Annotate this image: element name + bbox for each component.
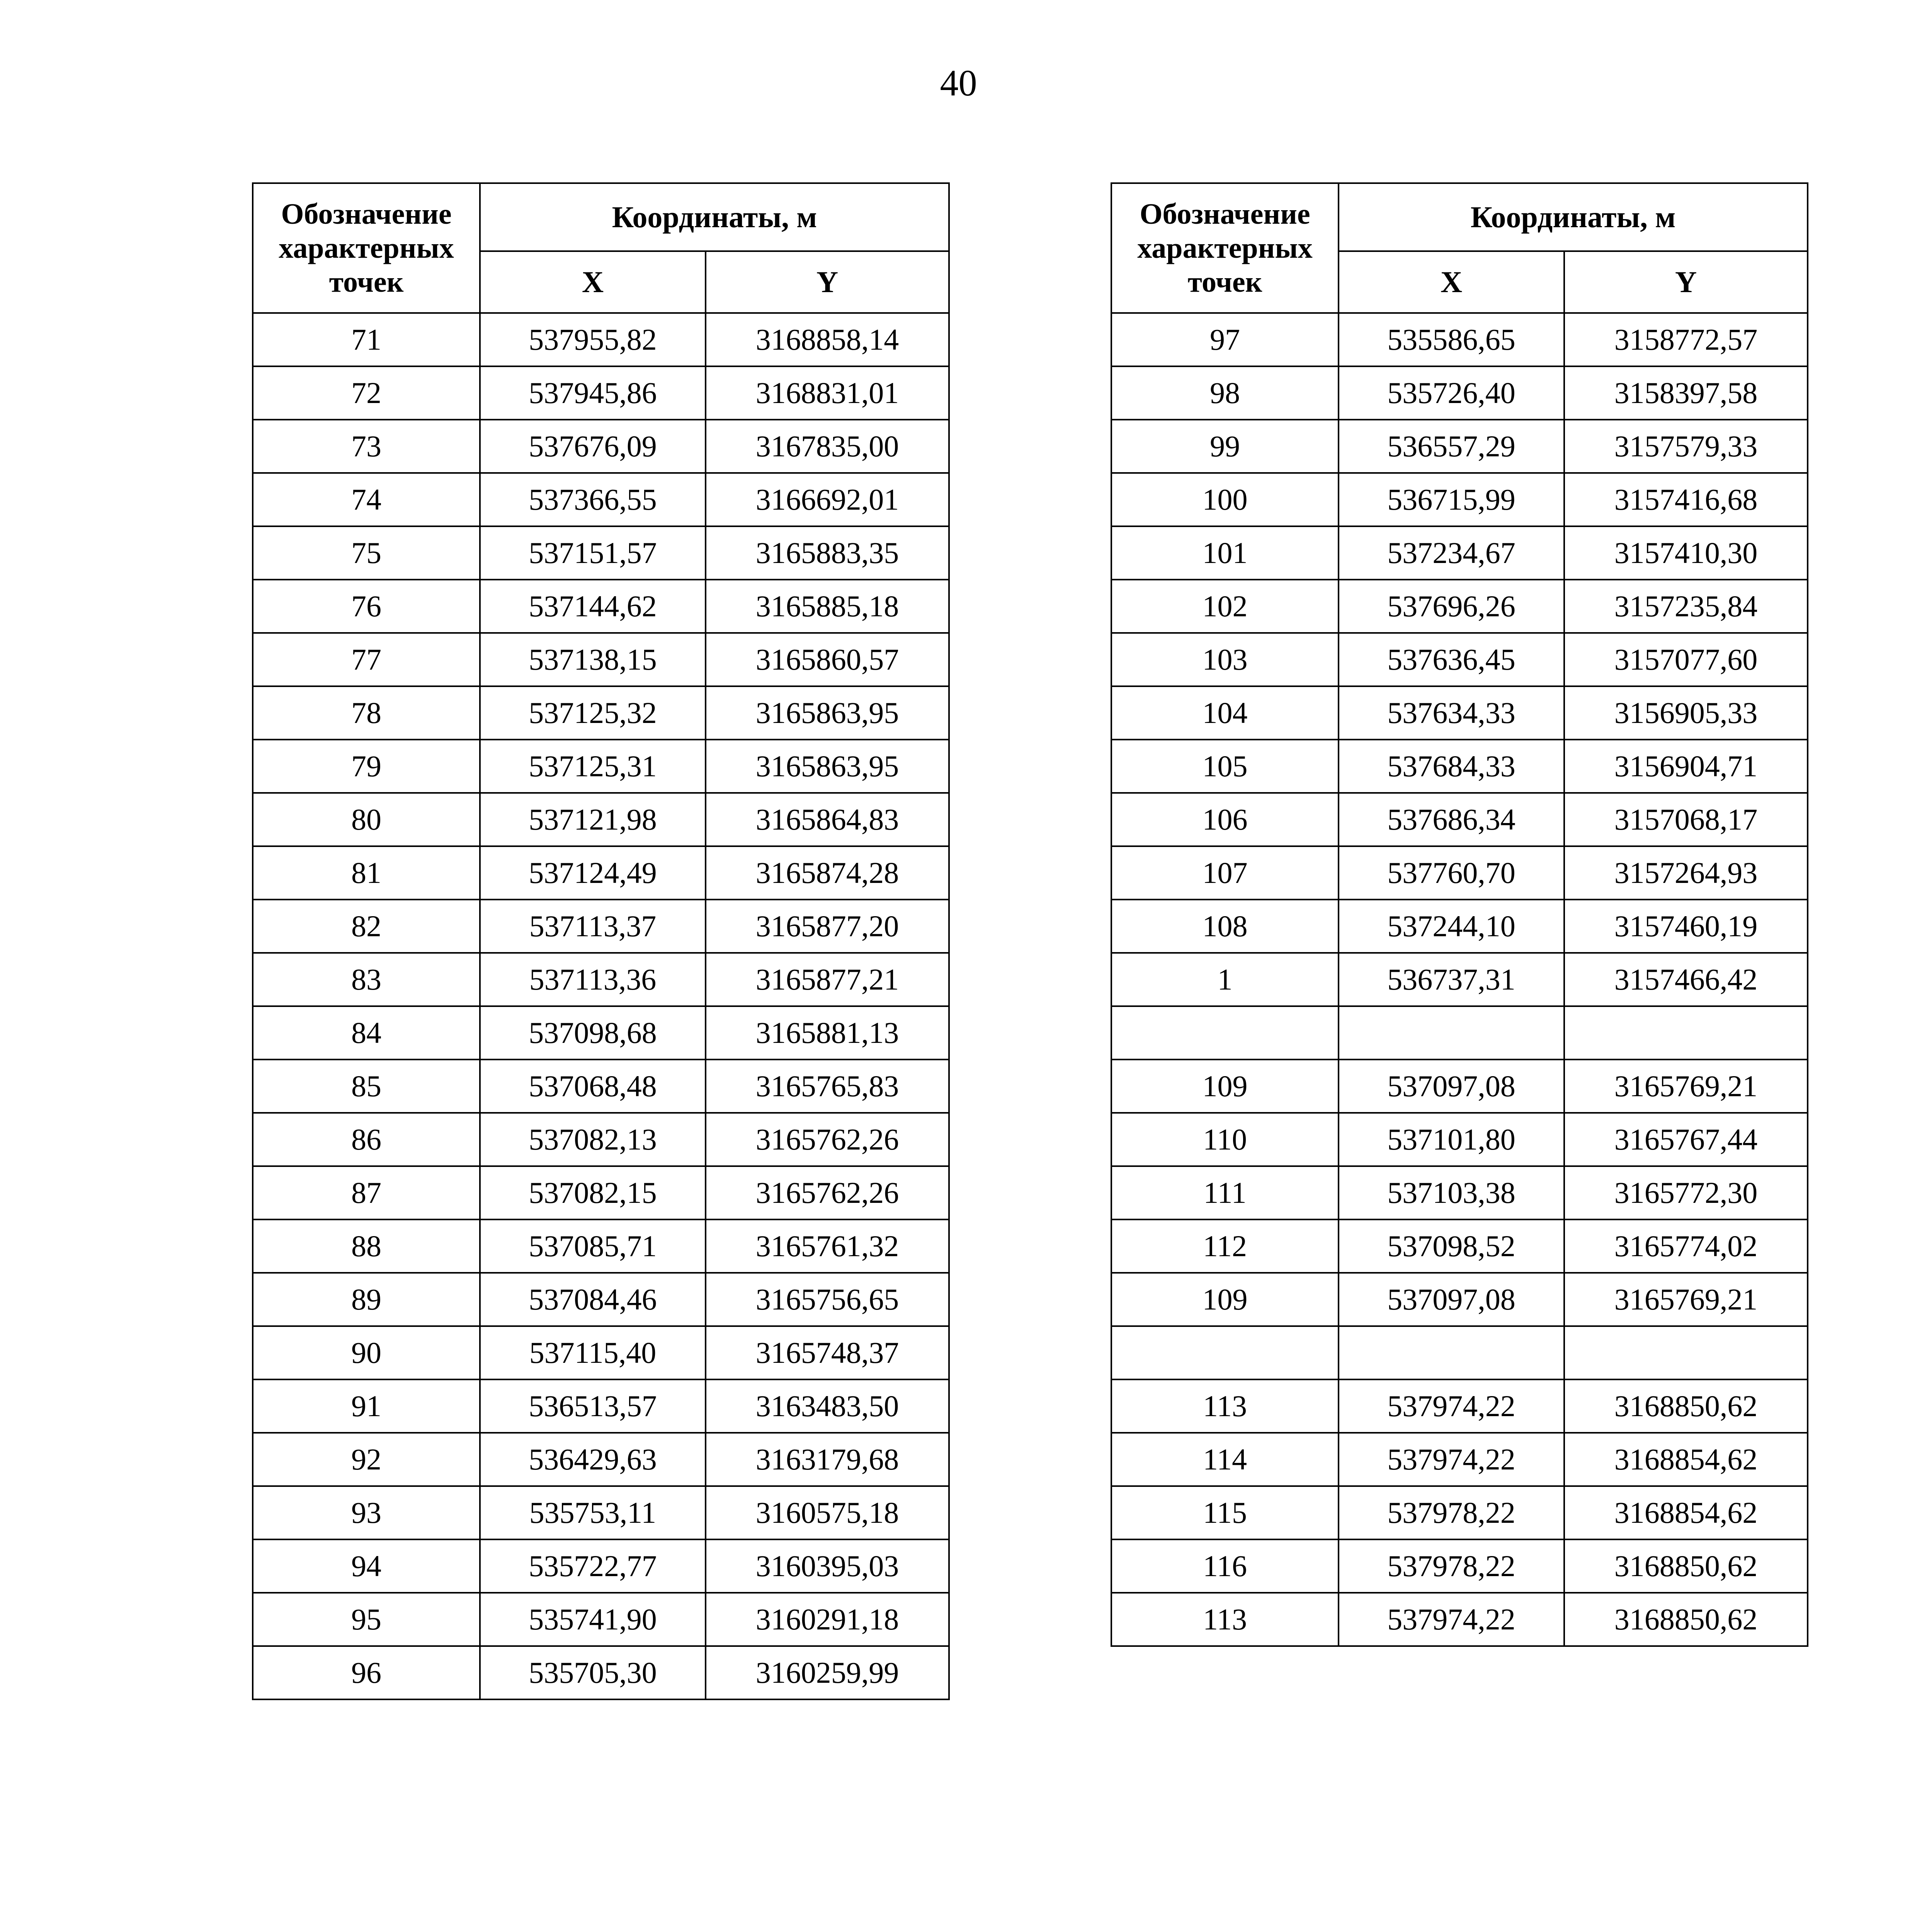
x-coordinate-cell: 535586,65 bbox=[1339, 313, 1564, 366]
y-coordinate-cell: 3165769,21 bbox=[1564, 1060, 1808, 1113]
y-coordinate-cell: 3157466,42 bbox=[1564, 953, 1808, 1006]
x-header: X bbox=[1339, 251, 1564, 313]
table-row bbox=[1111, 1539, 1808, 1593]
table-row bbox=[253, 686, 949, 740]
point-id-cell: 84 bbox=[253, 1006, 480, 1060]
y-coordinate-cell: 3157235,84 bbox=[1564, 580, 1808, 633]
x-coordinate-cell: 536513,57 bbox=[480, 1379, 706, 1433]
x-coordinate-cell: 537121,98 bbox=[480, 793, 706, 846]
point-id-cell: 114 bbox=[1111, 1433, 1339, 1486]
y-coordinate-cell bbox=[1564, 1326, 1808, 1379]
table-row bbox=[1111, 1593, 1808, 1646]
point-id-cell: 115 bbox=[1111, 1486, 1339, 1539]
table-row bbox=[253, 1486, 949, 1539]
y-coordinate-cell: 3165772,30 bbox=[1564, 1166, 1808, 1219]
point-id-cell: 111 bbox=[1111, 1166, 1339, 1219]
y-coordinate-cell: 3157416,68 bbox=[1564, 473, 1808, 526]
point-id-cell: 77 bbox=[253, 633, 480, 686]
point-id-cell: 80 bbox=[253, 793, 480, 846]
x-coordinate-cell: 537097,08 bbox=[1339, 1060, 1564, 1113]
y-coordinate-cell: 3165748,37 bbox=[706, 1326, 949, 1379]
x-coordinate-cell: 537684,33 bbox=[1339, 740, 1564, 793]
table-row bbox=[253, 1433, 949, 1486]
x-coordinate-cell: 537084,46 bbox=[480, 1273, 706, 1326]
y-coordinate-cell: 3163483,50 bbox=[706, 1379, 949, 1433]
x-coordinate-cell: 537068,48 bbox=[480, 1060, 706, 1113]
y-coordinate-cell: 3168854,62 bbox=[1564, 1486, 1808, 1539]
y-header: Y bbox=[706, 251, 949, 313]
point-id-cell: 107 bbox=[1111, 846, 1339, 900]
y-coordinate-cell: 3160259,99 bbox=[706, 1646, 949, 1699]
point-id-cell: 110 bbox=[1111, 1113, 1339, 1166]
y-coordinate-cell: 3158397,58 bbox=[1564, 366, 1808, 420]
x-coordinate-cell: 537974,22 bbox=[1339, 1379, 1564, 1433]
table-row bbox=[1111, 580, 1808, 633]
y-coordinate-cell: 3165885,18 bbox=[706, 580, 949, 633]
y-coordinate-cell: 3160291,18 bbox=[706, 1593, 949, 1646]
coordinates-table-left bbox=[252, 182, 950, 1700]
x-coordinate-cell: 535722,77 bbox=[480, 1539, 706, 1593]
table-row bbox=[253, 1326, 949, 1379]
table-row bbox=[1111, 633, 1808, 686]
table-row bbox=[1111, 1326, 1808, 1379]
table-row bbox=[1111, 1433, 1808, 1486]
x-coordinate-cell: 537113,36 bbox=[480, 953, 706, 1006]
x-coordinate-cell: 537686,34 bbox=[1339, 793, 1564, 846]
table-row bbox=[253, 580, 949, 633]
point-id-cell: 103 bbox=[1111, 633, 1339, 686]
point-id-cell: 88 bbox=[253, 1219, 480, 1273]
point-id-cell: 113 bbox=[1111, 1593, 1339, 1646]
y-coordinate-cell: 3167835,00 bbox=[706, 420, 949, 473]
table-row bbox=[253, 1646, 949, 1699]
x-coordinate-cell: 537085,71 bbox=[480, 1219, 706, 1273]
point-id-cell: 101 bbox=[1111, 526, 1339, 580]
x-coordinate-cell: 537696,26 bbox=[1339, 580, 1564, 633]
x-coordinate-cell: 537098,52 bbox=[1339, 1219, 1564, 1273]
y-coordinate-cell: 3165874,28 bbox=[706, 846, 949, 900]
table-row bbox=[1111, 473, 1808, 526]
x-coordinate-cell: 537113,37 bbox=[480, 900, 706, 953]
y-coordinate-cell: 3165774,02 bbox=[1564, 1219, 1808, 1273]
point-id-cell: 97 bbox=[1111, 313, 1339, 366]
point-id-cell: 81 bbox=[253, 846, 480, 900]
table-row bbox=[253, 1006, 949, 1060]
y-coordinate-cell: 3165762,26 bbox=[706, 1166, 949, 1219]
table-row bbox=[1111, 1060, 1808, 1113]
y-coordinate-cell: 3165877,20 bbox=[706, 900, 949, 953]
y-coordinate-cell: 3165761,32 bbox=[706, 1219, 949, 1273]
x-coordinate-cell: 535753,11 bbox=[480, 1486, 706, 1539]
point-id-cell: 86 bbox=[253, 1113, 480, 1166]
x-coordinate-cell: 537103,38 bbox=[1339, 1166, 1564, 1219]
point-id-cell: 90 bbox=[253, 1326, 480, 1379]
point-id-cell: 91 bbox=[253, 1379, 480, 1433]
table-row bbox=[253, 1379, 949, 1433]
y-coordinate-cell: 3168858,14 bbox=[706, 313, 949, 366]
x-coordinate-cell: 537974,22 bbox=[1339, 1433, 1564, 1486]
point-id-cell: 74 bbox=[253, 473, 480, 526]
table-row bbox=[1111, 420, 1808, 473]
table-row bbox=[253, 1593, 949, 1646]
point-id-cell: 96 bbox=[253, 1646, 480, 1699]
y-coordinate-cell: 3158772,57 bbox=[1564, 313, 1808, 366]
point-id-cell: 79 bbox=[253, 740, 480, 793]
point-id-cell: 71 bbox=[253, 313, 480, 366]
point-id-cell: 108 bbox=[1111, 900, 1339, 953]
table-row bbox=[253, 366, 949, 420]
point-id-cell: 82 bbox=[253, 900, 480, 953]
point-id-cell: 109 bbox=[1111, 1273, 1339, 1326]
x-coordinate-cell: 536429,63 bbox=[480, 1433, 706, 1486]
y-coordinate-cell: 3165756,65 bbox=[706, 1273, 949, 1326]
y-coordinate-cell: 3165765,83 bbox=[706, 1060, 949, 1113]
table-row bbox=[253, 793, 949, 846]
table-row bbox=[253, 420, 949, 473]
y-coordinate-cell: 3168850,62 bbox=[1564, 1593, 1808, 1646]
point-id-cell: 89 bbox=[253, 1273, 480, 1326]
point-id-cell: 109 bbox=[1111, 1060, 1339, 1113]
table-row bbox=[1111, 1273, 1808, 1326]
table-row bbox=[1111, 313, 1808, 366]
point-id-cell: 104 bbox=[1111, 686, 1339, 740]
x-coordinate-cell: 537082,15 bbox=[480, 1166, 706, 1219]
point-id-cell: 98 bbox=[1111, 366, 1339, 420]
point-id-cell bbox=[1111, 1326, 1339, 1379]
x-coordinate-cell: 537098,68 bbox=[480, 1006, 706, 1060]
table-row bbox=[253, 953, 949, 1006]
x-coordinate-cell bbox=[1339, 1326, 1564, 1379]
table-row bbox=[1111, 793, 1808, 846]
point-id-cell: 113 bbox=[1111, 1379, 1339, 1433]
x-coordinate-cell: 537115,40 bbox=[480, 1326, 706, 1379]
x-coordinate-cell: 537676,09 bbox=[480, 420, 706, 473]
point-id-cell: 85 bbox=[253, 1060, 480, 1113]
point-id-cell: 95 bbox=[253, 1593, 480, 1646]
x-coordinate-cell: 537125,32 bbox=[480, 686, 706, 740]
y-coordinate-cell: 3166692,01 bbox=[706, 473, 949, 526]
table-row bbox=[1111, 1379, 1808, 1433]
x-coordinate-cell: 537082,13 bbox=[480, 1113, 706, 1166]
page-number: 40 bbox=[940, 62, 977, 104]
y-coordinate-cell: 3168850,62 bbox=[1564, 1379, 1808, 1433]
x-coordinate-cell: 537974,22 bbox=[1339, 1593, 1564, 1646]
x-coordinate-cell: 537945,86 bbox=[480, 366, 706, 420]
y-coordinate-cell: 3165767,44 bbox=[1564, 1113, 1808, 1166]
x-coordinate-cell: 537634,33 bbox=[1339, 686, 1564, 740]
table-row bbox=[253, 313, 949, 366]
x-coordinate-cell: 537151,57 bbox=[480, 526, 706, 580]
point-id-cell: 93 bbox=[253, 1486, 480, 1539]
y-coordinate-cell: 3168831,01 bbox=[706, 366, 949, 420]
y-coordinate-cell: 3165762,26 bbox=[706, 1113, 949, 1166]
table-row bbox=[1111, 900, 1808, 953]
y-coordinate-cell: 3165883,35 bbox=[706, 526, 949, 580]
point-id-cell: 76 bbox=[253, 580, 480, 633]
x-coordinate-cell: 535741,90 bbox=[480, 1593, 706, 1646]
y-coordinate-cell: 3165881,13 bbox=[706, 1006, 949, 1060]
x-coordinate-cell: 537234,67 bbox=[1339, 526, 1564, 580]
x-coordinate-cell: 537978,22 bbox=[1339, 1486, 1564, 1539]
y-coordinate-cell: 3168854,62 bbox=[1564, 1433, 1808, 1486]
table-row bbox=[1111, 1219, 1808, 1273]
table-row bbox=[253, 473, 949, 526]
y-coordinate-cell: 3160395,03 bbox=[706, 1539, 949, 1593]
table-row bbox=[1111, 1166, 1808, 1219]
table-body-right bbox=[1111, 313, 1808, 1646]
y-coordinate-cell: 3157410,30 bbox=[1564, 526, 1808, 580]
x-coordinate-cell: 537124,49 bbox=[480, 846, 706, 900]
coordinates-header: Координаты, м bbox=[1339, 183, 1808, 251]
table-row bbox=[1111, 846, 1808, 900]
y-coordinate-cell: 3163179,68 bbox=[706, 1433, 949, 1486]
x-coordinate-cell: 537097,08 bbox=[1339, 1273, 1564, 1326]
x-coordinate-cell: 537101,80 bbox=[1339, 1113, 1564, 1166]
x-coordinate-cell: 537760,70 bbox=[1339, 846, 1564, 900]
table-row bbox=[1111, 686, 1808, 740]
point-id-cell: 1 bbox=[1111, 953, 1339, 1006]
point-id-cell: 94 bbox=[253, 1539, 480, 1593]
y-coordinate-cell: 3156905,33 bbox=[1564, 686, 1808, 740]
point-id-cell: 116 bbox=[1111, 1539, 1339, 1593]
point-id-cell: 87 bbox=[253, 1166, 480, 1219]
y-coordinate-cell: 3165864,83 bbox=[706, 793, 949, 846]
point-id-cell: 73 bbox=[253, 420, 480, 473]
table-row bbox=[253, 633, 949, 686]
x-coordinate-cell: 536715,99 bbox=[1339, 473, 1564, 526]
y-coordinate-cell: 3165877,21 bbox=[706, 953, 949, 1006]
table-row bbox=[253, 1273, 949, 1326]
point-id-cell: 99 bbox=[1111, 420, 1339, 473]
table-row bbox=[253, 1166, 949, 1219]
y-coordinate-cell: 3168850,62 bbox=[1564, 1539, 1808, 1593]
designation-header: Обозначение характерных точек bbox=[253, 183, 480, 313]
x-coordinate-cell: 537366,55 bbox=[480, 473, 706, 526]
x-coordinate-cell: 537978,22 bbox=[1339, 1539, 1564, 1593]
x-coordinate-cell: 537244,10 bbox=[1339, 900, 1564, 953]
table-row bbox=[1111, 953, 1808, 1006]
table-row bbox=[1111, 740, 1808, 793]
designation-header: Обозначение характерных точек bbox=[1111, 183, 1339, 313]
y-coordinate-cell: 3165863,95 bbox=[706, 686, 949, 740]
x-coordinate-cell: 537125,31 bbox=[480, 740, 706, 793]
point-id-cell: 72 bbox=[253, 366, 480, 420]
y-coordinate-cell: 3157579,33 bbox=[1564, 420, 1808, 473]
y-coordinate-cell bbox=[1564, 1006, 1808, 1060]
table-row bbox=[253, 1539, 949, 1593]
table-row bbox=[253, 1060, 949, 1113]
y-coordinate-cell: 3157460,19 bbox=[1564, 900, 1808, 953]
table-row bbox=[253, 1113, 949, 1166]
table-row bbox=[1111, 526, 1808, 580]
table-row bbox=[253, 526, 949, 580]
coordinates-table-right bbox=[1111, 182, 1808, 1647]
x-coordinate-cell bbox=[1339, 1006, 1564, 1060]
point-id-cell: 112 bbox=[1111, 1219, 1339, 1273]
table-row bbox=[1111, 1113, 1808, 1166]
y-coordinate-cell: 3156904,71 bbox=[1564, 740, 1808, 793]
point-id-cell: 105 bbox=[1111, 740, 1339, 793]
y-header: Y bbox=[1564, 251, 1808, 313]
y-coordinate-cell: 3165860,57 bbox=[706, 633, 949, 686]
x-coordinate-cell: 537636,45 bbox=[1339, 633, 1564, 686]
table-row bbox=[253, 900, 949, 953]
coordinates-header: Координаты, м bbox=[480, 183, 949, 251]
x-coordinate-cell: 537955,82 bbox=[480, 313, 706, 366]
y-coordinate-cell: 3157264,93 bbox=[1564, 846, 1808, 900]
y-coordinate-cell: 3165863,95 bbox=[706, 740, 949, 793]
y-coordinate-cell: 3160575,18 bbox=[706, 1486, 949, 1539]
x-coordinate-cell: 537144,62 bbox=[480, 580, 706, 633]
table-row bbox=[253, 740, 949, 793]
point-id-cell: 102 bbox=[1111, 580, 1339, 633]
point-id-cell: 100 bbox=[1111, 473, 1339, 526]
x-header: X bbox=[480, 251, 706, 313]
point-id-cell: 78 bbox=[253, 686, 480, 740]
table-row bbox=[253, 1219, 949, 1273]
y-coordinate-cell: 3157068,17 bbox=[1564, 793, 1808, 846]
x-coordinate-cell: 535705,30 bbox=[480, 1646, 706, 1699]
table-row bbox=[1111, 1006, 1808, 1060]
point-id-cell bbox=[1111, 1006, 1339, 1060]
y-coordinate-cell: 3157077,60 bbox=[1564, 633, 1808, 686]
table-row bbox=[1111, 366, 1808, 420]
point-id-cell: 106 bbox=[1111, 793, 1339, 846]
point-id-cell: 83 bbox=[253, 953, 480, 1006]
x-coordinate-cell: 536737,31 bbox=[1339, 953, 1564, 1006]
table-row bbox=[253, 846, 949, 900]
x-coordinate-cell: 536557,29 bbox=[1339, 420, 1564, 473]
table-row bbox=[1111, 1486, 1808, 1539]
x-coordinate-cell: 535726,40 bbox=[1339, 366, 1564, 420]
x-coordinate-cell: 537138,15 bbox=[480, 633, 706, 686]
point-id-cell: 92 bbox=[253, 1433, 480, 1486]
point-id-cell: 75 bbox=[253, 526, 480, 580]
table-body-left bbox=[253, 313, 949, 1699]
y-coordinate-cell: 3165769,21 bbox=[1564, 1273, 1808, 1326]
